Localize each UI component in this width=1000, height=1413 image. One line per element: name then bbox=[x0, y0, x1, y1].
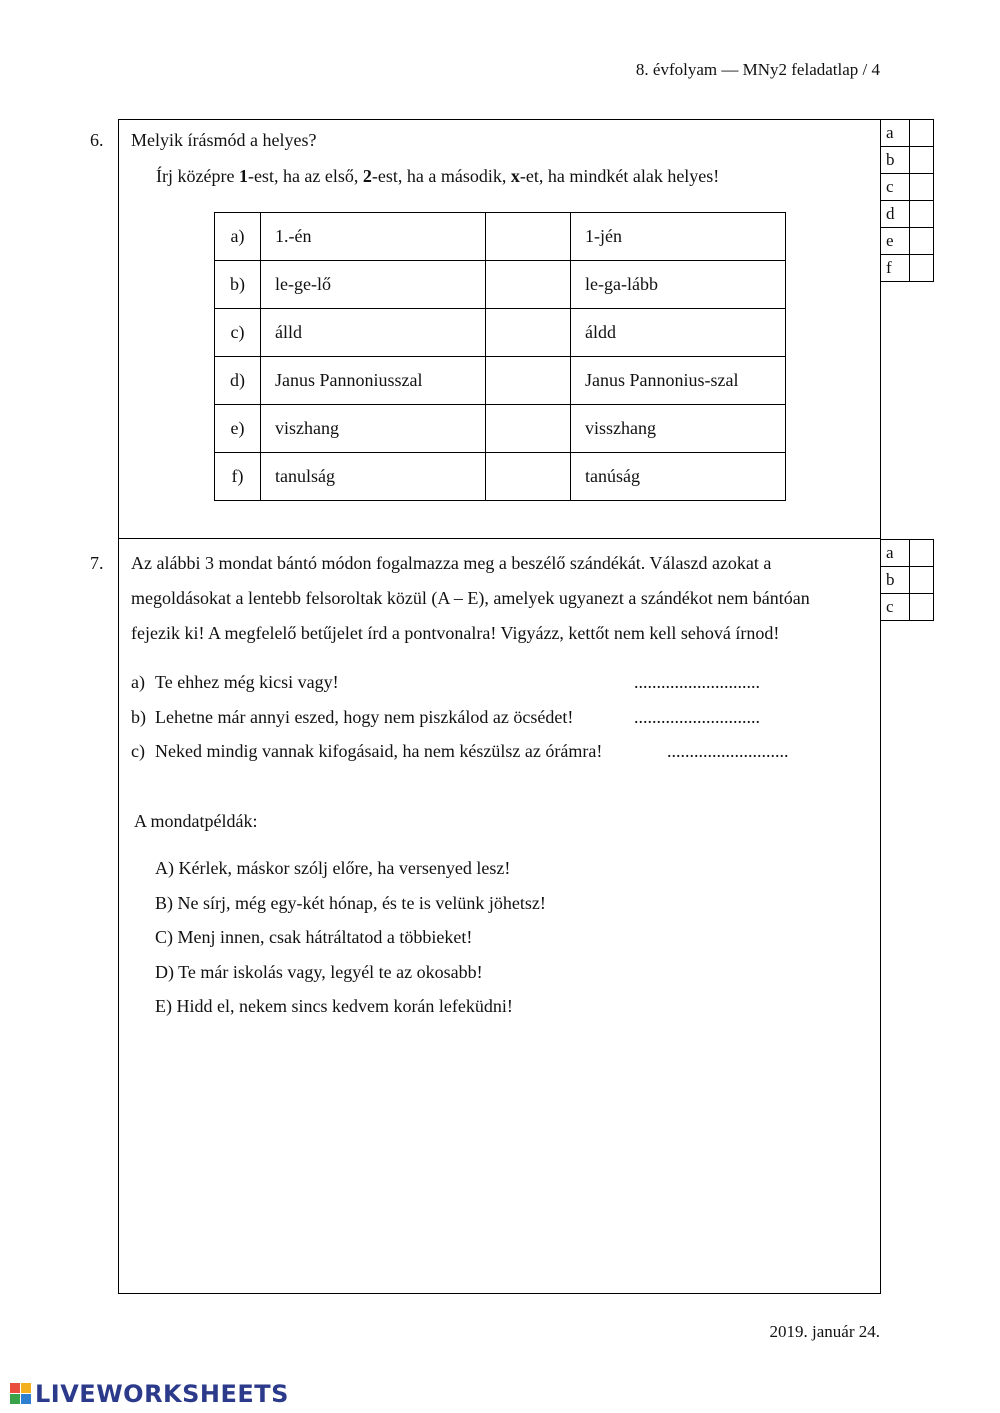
answer-dotted-line-c[interactable]: ........................... bbox=[667, 741, 789, 761]
row-letter: d) bbox=[215, 357, 261, 405]
question-6-title: Melyik írásmód a helyes? bbox=[131, 130, 317, 150]
item-letter: a) bbox=[131, 672, 145, 692]
liveworksheets-logo[interactable] bbox=[10, 1380, 289, 1408]
table-row bbox=[215, 261, 786, 309]
first-form: Janus Pannoniusszal bbox=[261, 357, 486, 405]
first-form: tanulság bbox=[261, 453, 486, 501]
question-6-instruction: Írj középre 1-est, ha az első, 2-est, ha a második, x-et, ha mindkét alak helyes! bbox=[156, 166, 720, 186]
item-letter: b) bbox=[131, 707, 146, 727]
examples-title: A mondatpéldák: bbox=[134, 811, 258, 831]
score-label: f bbox=[881, 255, 910, 282]
item-text: Te ehhez még kicsi vagy! bbox=[155, 672, 339, 692]
score-box[interactable] bbox=[910, 147, 934, 174]
score-box[interactable] bbox=[910, 174, 934, 201]
item-text: Neked mindig vannak kifogásaid, ha nem készülsz az órámra! bbox=[155, 741, 603, 761]
second-form: 1-jén bbox=[571, 213, 786, 261]
first-form: álld bbox=[261, 309, 486, 357]
answer-dotted-line-b[interactable]: ............................ bbox=[634, 707, 760, 727]
page-header: 8. évfolyam — MNy2 feladatlap / 4 bbox=[635, 60, 880, 79]
second-form: le-ga-lább bbox=[571, 261, 786, 309]
first-form: 1.-én bbox=[261, 213, 486, 261]
score-label: b bbox=[881, 567, 910, 594]
score-box[interactable] bbox=[910, 120, 934, 147]
score-label: c bbox=[881, 594, 910, 621]
logo-text: LIVEWORKSHEETS bbox=[35, 1380, 289, 1408]
score-box[interactable] bbox=[910, 228, 934, 255]
row-letter: a) bbox=[215, 213, 261, 261]
second-form: tanúság bbox=[571, 453, 786, 501]
second-form: áldd bbox=[571, 309, 786, 357]
answer-cell-e[interactable] bbox=[486, 405, 571, 453]
page-footer-date: 2019. január 24. bbox=[769, 1322, 880, 1341]
question-6-score-boxes bbox=[880, 119, 934, 282]
first-form: le-ge-lő bbox=[261, 261, 486, 309]
first-form: viszhang bbox=[261, 405, 486, 453]
list-item bbox=[131, 672, 145, 693]
table-row bbox=[215, 309, 786, 357]
score-box[interactable] bbox=[910, 201, 934, 228]
score-box[interactable] bbox=[910, 255, 934, 282]
spelling-table bbox=[214, 212, 786, 501]
question-7-number: 7. bbox=[90, 553, 104, 573]
score-label: c bbox=[881, 174, 910, 201]
answer-cell-f[interactable] bbox=[486, 453, 571, 501]
table-row bbox=[215, 357, 786, 405]
example-sentence: D) Te már iskolás vagy, legyél te az okosabb! bbox=[155, 962, 483, 982]
table-row bbox=[215, 405, 786, 453]
example-sentence: C) Menj innen, csak hátráltatod a többieket! bbox=[155, 927, 473, 947]
answer-dotted-line-a[interactable]: ............................ bbox=[634, 672, 760, 692]
score-box[interactable] bbox=[910, 594, 934, 621]
list-item bbox=[131, 707, 146, 728]
answer-cell-d[interactable] bbox=[486, 357, 571, 405]
score-box[interactable] bbox=[910, 540, 934, 567]
score-label: a bbox=[881, 120, 910, 147]
row-letter: f) bbox=[215, 453, 261, 501]
question-6-number: 6. bbox=[90, 130, 104, 150]
question-7-intro-line: Az alábbi 3 mondat bántó módon fogalmazza meg a beszélő szándékát. Válaszd azokat a bbox=[131, 553, 772, 573]
table-row bbox=[215, 453, 786, 501]
score-label: a bbox=[881, 540, 910, 567]
logo-blocks-icon bbox=[10, 1383, 32, 1405]
question-7-score-boxes bbox=[880, 539, 934, 621]
score-box[interactable] bbox=[910, 567, 934, 594]
example-sentence: B) Ne sírj, még egy-két hónap, és te is velünk jöhetsz! bbox=[155, 893, 546, 913]
task-divider bbox=[118, 538, 881, 539]
list-item bbox=[131, 741, 145, 762]
score-label: d bbox=[881, 201, 910, 228]
question-7-intro-line: fejezik ki! A megfelelő betűjelet írd a pontvonalra! Vigyázz, kettőt nem kell sehová írnod! bbox=[131, 623, 780, 643]
row-letter: c) bbox=[215, 309, 261, 357]
answer-cell-a[interactable] bbox=[486, 213, 571, 261]
row-letter: e) bbox=[215, 405, 261, 453]
second-form: visszhang bbox=[571, 405, 786, 453]
example-sentence: E) Hidd el, nekem sincs kedvem korán lefeküdni! bbox=[155, 996, 513, 1016]
row-letter: b) bbox=[215, 261, 261, 309]
score-label: b bbox=[881, 147, 910, 174]
second-form: Janus Pannonius-szal bbox=[571, 357, 786, 405]
answer-cell-c[interactable] bbox=[486, 309, 571, 357]
item-letter: c) bbox=[131, 741, 145, 761]
table-row bbox=[215, 213, 786, 261]
score-label: e bbox=[881, 228, 910, 255]
item-text: Lehetne már annyi eszed, hogy nem piszkálod az öcsédet! bbox=[155, 707, 574, 727]
example-sentence: A) Kérlek, máskor szólj előre, ha versenyed lesz! bbox=[155, 858, 511, 878]
question-7-intro-line: megoldásokat a lentebb felsoroltak közül (A – E), amelyek ugyanezt a szándékot nem bántóan bbox=[131, 588, 810, 608]
answer-cell-b[interactable] bbox=[486, 261, 571, 309]
